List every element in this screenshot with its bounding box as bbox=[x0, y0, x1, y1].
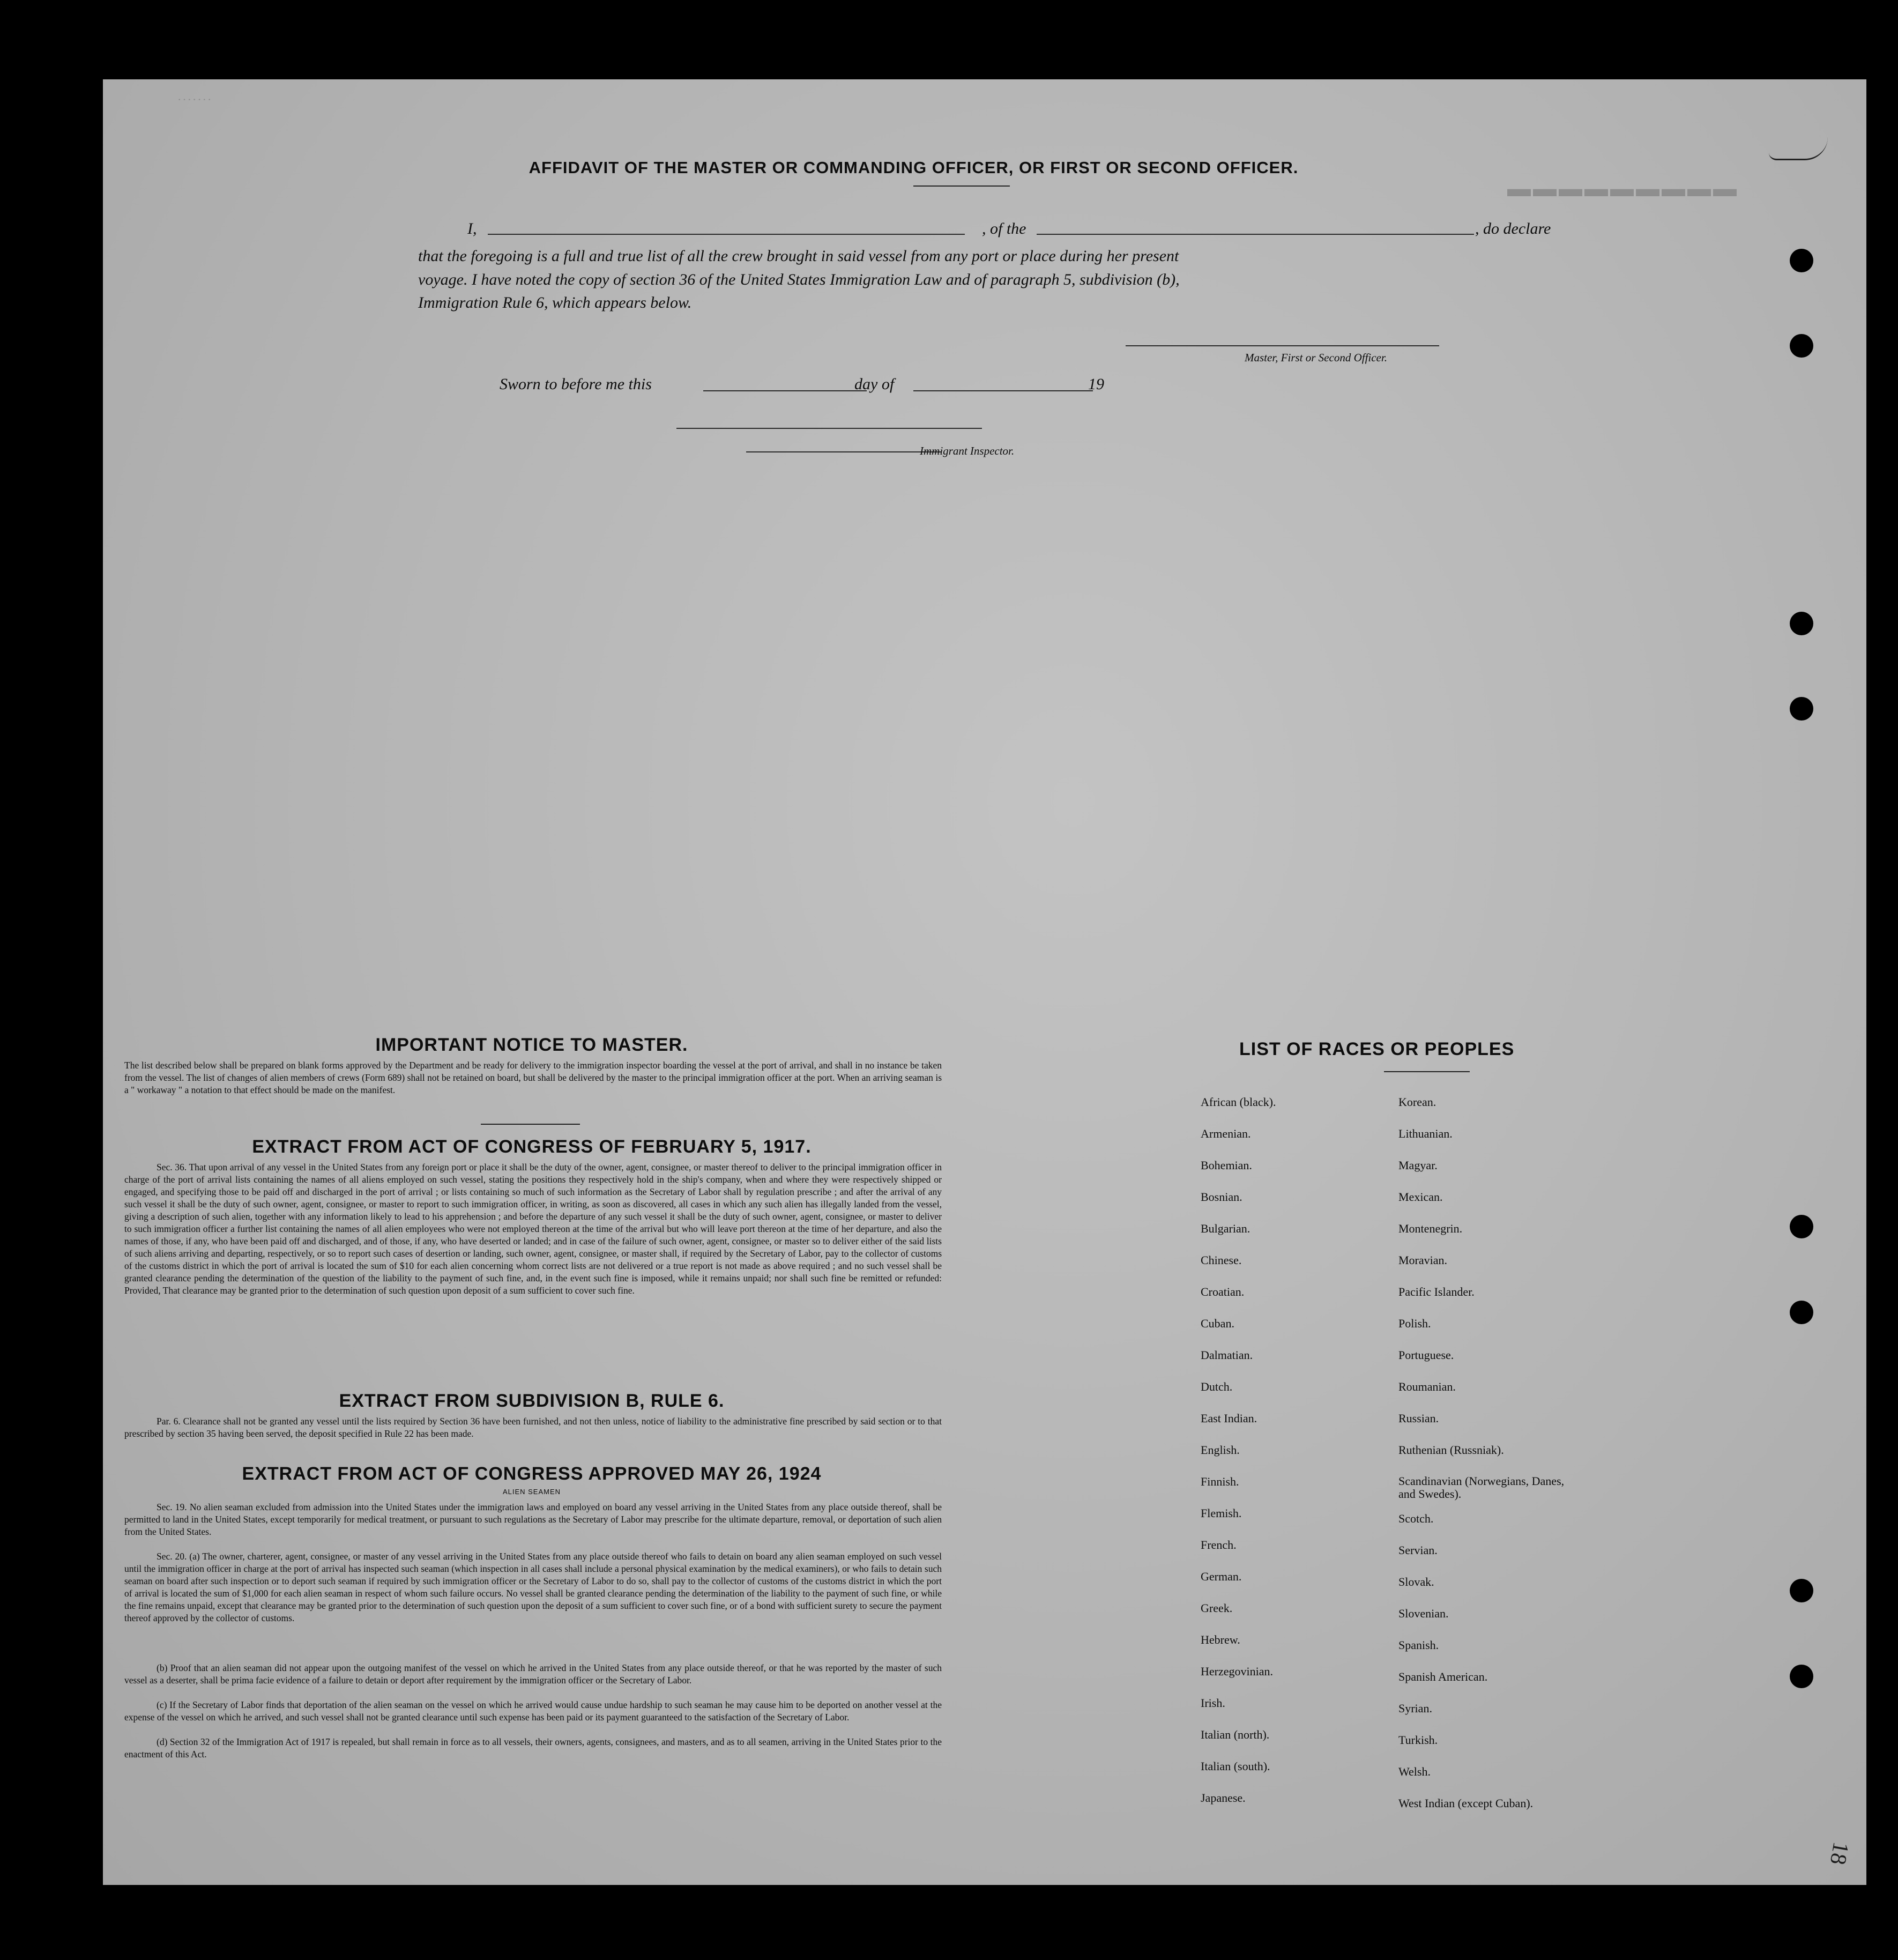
race-item: Herzegovinian. bbox=[1201, 1665, 1273, 1678]
punch-hole bbox=[1790, 249, 1813, 272]
race-item: Slovenian. bbox=[1398, 1607, 1449, 1620]
race-item: African (black). bbox=[1201, 1095, 1276, 1109]
race-item: Pacific Islander. bbox=[1398, 1285, 1475, 1298]
sec19-text: Sec. 19. No alien seaman excluded from admission into the United States under the immigration laws and employed on board any vessel arriving in the United States from any place outside thereof, shall be permitted to land in the United States, except temporarily for medical treatment, or pursuant to such regulations as the Secretary of Labor may prescribe for the ultimate departure, removal, or deportation of such alien from the United States. bbox=[124, 1502, 942, 1537]
extract-1924-title: EXTRACT FROM ACT OF CONGRESS APPROVED MAY 26, 1924 bbox=[242, 1464, 822, 1484]
race-item: Korean. bbox=[1398, 1095, 1436, 1109]
affidavit-line-4: Immigration Rule 6, which appears below. bbox=[418, 294, 692, 311]
punch-hole bbox=[1790, 1579, 1813, 1602]
punch-hole bbox=[1790, 1215, 1813, 1238]
race-item: Croatian. bbox=[1201, 1285, 1245, 1298]
races-title-rule bbox=[1384, 1071, 1470, 1072]
sec20b-text: (b) Proof that an alien seaman did not appear upon the outgoing manifest of the vessel on which he arrived in the United States from any place outside thereof, or that he was reported by the master of such vessel as a deserter, shall be prima facie evidence of a failure to detain or deport after requirement by the immigration officer or the Secretary of Labor. bbox=[124, 1662, 942, 1686]
sec20d-text: (d) Section 32 of the Immigration Act of 1917 is repealed, but shall remain in force as to all vessels, their owners, agents, consignees, and masters, and as to all seamen, arriving in the United States prior to the enactment of this Act. bbox=[124, 1736, 942, 1759]
year-prefix: 19 bbox=[1088, 375, 1104, 393]
extract-1917-body: Sec. 36. That upon arrival of any vessel in the United States from any foreign port or place it shall be the duty of the owner, agent, consignee, or master thereof to deliver to the principal immigration officer in charge of the port of arrival lists containing the names of all aliens employed on such vessel, stating the positions they respectively hold in the ship's company, when and where they were respectively shipped or engaged, and specifying those to be paid off and discharged in the port of arrival ; or lists containing so much of such information as the Secretary of Labor shall by regulation prescribe ; and after the arrival of any such vessel it shall be the duty of such owner, agent, consignee, or master to report to such immigration officer, in writing, as soon as discovered, all cases in which any such alien has illegally landed from the vessel, giving a description of such alien, together with any information likely to lead to his apprehension ; and before the departure of any such vessel it shall be the duty of such owner, agent, consignee, or master to deliver to such immigration officer a further list containing the names of all alien employees who were not employed thereon at the time of the arrival but who will leave port thereon at the time of her departure, and also the names of those, if any, who have been paid off and discharged, and of those, if any, who have deserted or landed; and in case of the failure of such owner, agent, consignee, or master so to deliver either of the said lists of such aliens arriving and departing, respectively, or so to report such cases of desertion or landing, such owner, agent, consignee, or master shall, if required by the Secretary of Labor, pay to the collector of customs of the customs district in which the port of arrival is located the sum of $10 for each alien concerning whom correct lists are not delivered or a true report is not made as above required ; and no such vessel shall be granted clearance pending the determination of the question of the liability to the payment of such fine, and, in the event such fine is imposed, while it remains unpaid; nor shall such fine be remitted or refunded: Provided, That clearance may be granted prior to the determination of such question upon deposit of a sum sufficient to cover such fine. bbox=[124, 1162, 942, 1296]
race-item: Bulgarian. bbox=[1201, 1222, 1251, 1235]
race-item: English. bbox=[1201, 1443, 1240, 1457]
races-title: LIST OF RACES OR PEOPLES bbox=[1239, 1039, 1515, 1059]
race-item: Mexican. bbox=[1398, 1190, 1443, 1204]
officer-signature-caption: Master, First or Second Officer. bbox=[1245, 351, 1387, 364]
race-item: Chinese. bbox=[1201, 1253, 1242, 1267]
bleed-through-heading: ▬▬▬▬▬▬▬▬▬ bbox=[1507, 175, 1739, 202]
race-item: Roumanian. bbox=[1398, 1380, 1456, 1393]
bleed-through-form-number: · · · · · · · bbox=[178, 95, 211, 105]
race-item: Turkish. bbox=[1398, 1733, 1438, 1747]
affidavit-title-rule bbox=[913, 185, 1010, 187]
inspector-signature-field[interactable] bbox=[676, 428, 982, 429]
race-item: Welsh. bbox=[1398, 1765, 1431, 1778]
race-item: Italian (south). bbox=[1201, 1759, 1270, 1773]
sworn-label: Sworn to before me this bbox=[500, 375, 652, 393]
race-item: Servian. bbox=[1398, 1543, 1438, 1557]
sec20a-text: Sec. 20. (a) The owner, charterer, agent, consignee, or master of any vessel arriving in the United States from any place outside thereof who fails to detain on board any alien seaman employed on such vessel until the immigration officer in charge at the port of arrival has inspected such seaman (which inspection in all cases shall include a personal physical examination by the medical examiners), or who fails to detain such seaman on board after such inspection or to deport such seaman if required by such immigration officer or the Secretary of Labor to do so, shall pay to the collector of customs of the customs district in which the port of arrival is located the sum of $1,000 for each alien seaman in respect of whom such failure occurs. No vessel shall be granted clearance pending the determination of the liability to the payment of such fine, or while the fine remains unpaid, except that clearance may be granted prior to the determination of such question upon the deposit of a sum sufficient to cover such fine, or of a bond with sufficient surety to secure the payment thereof approved by the collector of customs. bbox=[124, 1551, 942, 1623]
race-item: Japanese. bbox=[1201, 1791, 1246, 1805]
race-item: French. bbox=[1201, 1538, 1237, 1551]
race-item: Cuban. bbox=[1201, 1317, 1234, 1330]
vessel-position-field[interactable] bbox=[1037, 234, 1474, 235]
race-item: Ruthenian (Russniak). bbox=[1398, 1443, 1504, 1457]
race-item: Lithuanian. bbox=[1398, 1127, 1453, 1140]
race-item: Bosnian. bbox=[1201, 1190, 1242, 1204]
punch-hole bbox=[1790, 334, 1813, 358]
handwritten-mark bbox=[1769, 137, 1828, 160]
race-item: West Indian (except Cuban). bbox=[1398, 1796, 1534, 1810]
day-of-label: day of bbox=[854, 375, 895, 393]
affidavit-declare-label: , do declare bbox=[1475, 220, 1551, 237]
sec20c-text: (c) If the Secretary of Labor finds that deportation of the alien seaman on the vessel on which he arrived would cause undue hardship to such seaman he may cause him to be deported on another vessel at the expense of the vessel on which he arrived, and such vessel shall not be granted clearance until such expense has been paid or its payment guaranteed to the satisfaction of the Secretary of Labor. bbox=[124, 1699, 942, 1723]
extract-1924-subtitle: ALIEN SEAMEN bbox=[502, 1488, 561, 1496]
race-item: Hebrew. bbox=[1201, 1633, 1240, 1646]
document-page bbox=[103, 79, 1866, 1885]
officer-signature-field[interactable] bbox=[1126, 345, 1439, 346]
race-item: Finnish. bbox=[1201, 1475, 1239, 1488]
race-item: Flemish. bbox=[1201, 1506, 1242, 1520]
race-item: Montenegrin. bbox=[1398, 1222, 1463, 1235]
affidavit-title: AFFIDAVIT OF THE MASTER OR COMMANDING OFFICER, OR FIRST OR SECOND OFFICER. bbox=[529, 158, 1299, 177]
punch-hole bbox=[1790, 697, 1813, 721]
race-item: East Indian. bbox=[1201, 1412, 1257, 1425]
inspector-name-field[interactable] bbox=[746, 451, 942, 452]
extract-rule6-title: EXTRACT FROM SUBDIVISION B, RULE 6. bbox=[339, 1391, 725, 1411]
race-item: Greek. bbox=[1201, 1601, 1233, 1615]
punch-hole bbox=[1790, 612, 1813, 635]
race-item: German. bbox=[1201, 1570, 1242, 1583]
race-item: Portuguese. bbox=[1398, 1348, 1454, 1362]
notice-body: The list described below shall be prepared on blank forms approved by the Department and be ready for delivery to the immigration inspector boarding the vessel at the port of arrival, and shall in no instance be taken from the vessel. The list of changes of alien members of crews (Form 689) shall not be retained on board, but shall be delivered by the master to the principal immigration officer at the port. When an arriving seaman is a " workaway " a notation to that effect should be made on the manifest. bbox=[124, 1060, 942, 1095]
sworn-month-field[interactable] bbox=[913, 390, 1093, 391]
extract-rule6-body: Par. 6. Clearance shall not be granted any vessel until the lists required by Section 36 have been furnished, and not then unless, notice of liability to the administrative fine prescribed by said section or to that prescribed by section 35 having been served, the deposit specified in Rule 22 has been made. bbox=[124, 1416, 942, 1439]
race-item: Syrian. bbox=[1398, 1702, 1432, 1715]
race-item: Polish. bbox=[1398, 1317, 1431, 1330]
handwritten-page-number: 18 bbox=[1825, 1840, 1854, 1867]
punch-hole bbox=[1790, 1301, 1813, 1324]
race-item: Dalmatian. bbox=[1201, 1348, 1253, 1362]
affidavit-i-label: I, bbox=[467, 220, 477, 237]
punch-hole bbox=[1790, 1665, 1813, 1688]
race-item: Italian (north). bbox=[1201, 1728, 1270, 1741]
race-item: Russian. bbox=[1398, 1412, 1439, 1425]
race-item: Scandinavian (Norwegians, Danes, and Swedes). bbox=[1398, 1474, 1565, 1501]
notice-title: IMPORTANT NOTICE TO MASTER. bbox=[375, 1035, 688, 1055]
extract-1917-title: EXTRACT FROM ACT OF CONGRESS OF FEBRUARY 5, 1917. bbox=[252, 1137, 812, 1157]
race-item: Moravian. bbox=[1398, 1253, 1448, 1267]
race-item: Spanish. bbox=[1398, 1638, 1439, 1652]
affiant-name-field[interactable] bbox=[488, 234, 965, 235]
affidavit-line-3: voyage. I have noted the copy of section 36 of the United States Immigration Law and of paragraph 5, subdivision (b), bbox=[418, 271, 1180, 288]
race-item: Slovak. bbox=[1398, 1575, 1434, 1588]
race-item: Spanish American. bbox=[1398, 1670, 1488, 1683]
race-item: Bohemian. bbox=[1201, 1159, 1252, 1172]
race-item: Irish. bbox=[1201, 1696, 1225, 1710]
notice-rule bbox=[481, 1124, 580, 1125]
affidavit-of-the-label: , of the bbox=[982, 220, 1026, 237]
race-item: Armenian. bbox=[1201, 1127, 1251, 1140]
sworn-day-field[interactable] bbox=[703, 390, 867, 391]
affidavit-line-2: that the foregoing is a full and true list of all the crew brought in said vessel from any port or place during her present bbox=[418, 247, 1179, 265]
race-item: Magyar. bbox=[1398, 1159, 1438, 1172]
inspector-caption: Immigrant Inspector. bbox=[920, 444, 1015, 457]
race-item: Scotch. bbox=[1398, 1512, 1434, 1525]
race-item: Dutch. bbox=[1201, 1380, 1233, 1393]
